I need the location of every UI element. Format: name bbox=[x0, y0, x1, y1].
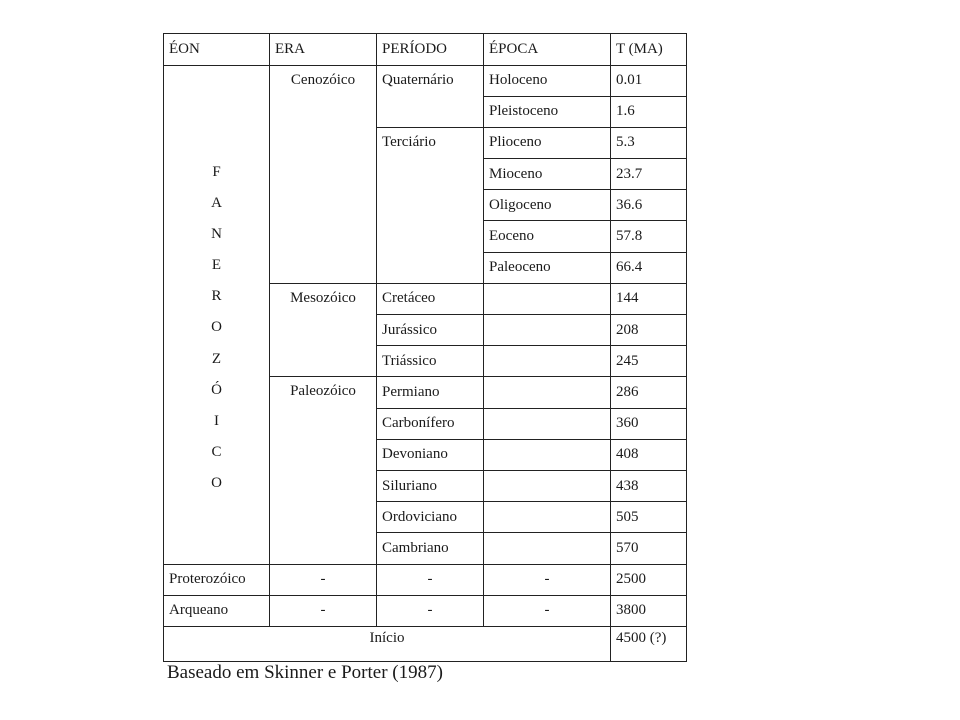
period-devonian: Devoniano bbox=[377, 439, 484, 470]
period-jurassic: Jurássico bbox=[377, 315, 484, 346]
header-period: PERÍODO bbox=[377, 34, 484, 66]
eon-letter: Ó bbox=[211, 381, 222, 398]
era-dash: - bbox=[270, 595, 377, 626]
era-mesozoic: Mesozóico bbox=[270, 283, 377, 377]
time-carboniferous: 360 bbox=[611, 408, 687, 439]
epoch-empty bbox=[484, 533, 611, 564]
epoch-empty bbox=[484, 346, 611, 377]
era-cenozoic: Cenozóico bbox=[270, 65, 377, 283]
time-eocene: 57.8 bbox=[611, 221, 687, 252]
period-silurian: Siluriano bbox=[377, 470, 484, 501]
eon-proterozoic: Proterozóico bbox=[164, 564, 270, 595]
eon-letter: A bbox=[211, 194, 222, 211]
time-oligocene: 36.6 bbox=[611, 190, 687, 221]
epoch-empty bbox=[484, 439, 611, 470]
period-permian: Permiano bbox=[377, 377, 484, 408]
period-cretaceous: Cretáceo bbox=[377, 283, 484, 314]
eon-letter: F bbox=[212, 163, 221, 180]
table-row bbox=[164, 65, 687, 96]
eon-letter: E bbox=[211, 257, 222, 274]
eon-letter: O bbox=[211, 319, 222, 336]
epoch-empty bbox=[484, 470, 611, 501]
period-tertiary: Terciário bbox=[377, 127, 484, 283]
period-dash: - bbox=[377, 595, 484, 626]
geologic-time-table bbox=[163, 33, 687, 662]
eon-archean: Arqueano bbox=[164, 595, 270, 626]
time-ordovician: 505 bbox=[611, 502, 687, 533]
eon-letter: O bbox=[211, 475, 222, 492]
header-era: ERA bbox=[270, 34, 377, 66]
epoch-empty bbox=[484, 283, 611, 314]
epoch-eocene: Eoceno bbox=[484, 221, 611, 252]
table-row bbox=[164, 564, 687, 595]
eon-letter: I bbox=[214, 413, 219, 429]
eon-letter: R bbox=[211, 288, 222, 305]
time-paleocene: 66.4 bbox=[611, 252, 687, 283]
header-eon: ÉON bbox=[164, 34, 270, 66]
time-archean: 3800 bbox=[611, 595, 687, 626]
time-jurassic: 208 bbox=[611, 315, 687, 346]
period-quaternary: Quaternário bbox=[377, 65, 484, 127]
time-devonian: 408 bbox=[611, 439, 687, 470]
eon-letter: Z bbox=[211, 350, 222, 367]
period-triassic: Triássico bbox=[377, 346, 484, 377]
epoch-paleocene: Paleoceno bbox=[484, 252, 611, 283]
time-holocene: 0.01 bbox=[611, 65, 687, 96]
eon-phanerozoic-cell bbox=[164, 65, 270, 564]
epoch-pliocene: Plioceno bbox=[484, 127, 611, 158]
time-proterozoic: 2500 bbox=[611, 564, 687, 595]
time-miocene: 23.7 bbox=[611, 159, 687, 190]
time-pliocene: 5.3 bbox=[611, 127, 687, 158]
time-pleistocene: 1.6 bbox=[611, 96, 687, 127]
time-cretaceous: 144 bbox=[611, 283, 687, 314]
period-cambrian: Cambriano bbox=[377, 533, 484, 564]
epoch-miocene: Mioceno bbox=[484, 159, 611, 190]
source-caption: Baseado em Skinner e Porter (1987) bbox=[167, 662, 443, 683]
start-label: Início bbox=[164, 626, 611, 661]
header-time: T (MA) bbox=[611, 34, 687, 66]
epoch-empty bbox=[484, 315, 611, 346]
time-triassic: 245 bbox=[611, 346, 687, 377]
era-dash: - bbox=[270, 564, 377, 595]
epoch-dash: - bbox=[484, 595, 611, 626]
epoch-pleistocene: Pleistoceno bbox=[484, 96, 611, 127]
epoch-oligocene: Oligoceno bbox=[484, 190, 611, 221]
time-start: 4500 (?) bbox=[611, 626, 687, 661]
epoch-holocene: Holoceno bbox=[484, 65, 611, 96]
period-carboniferous: Carbonífero bbox=[377, 408, 484, 439]
table-row bbox=[164, 626, 687, 661]
epoch-dash: - bbox=[484, 564, 611, 595]
eon-letter: C bbox=[211, 444, 222, 461]
eon-letter: N bbox=[211, 225, 222, 242]
period-ordovician: Ordoviciano bbox=[377, 502, 484, 533]
era-paleozoic: Paleozóico bbox=[270, 377, 377, 564]
table-row bbox=[164, 595, 687, 626]
time-permian: 286 bbox=[611, 377, 687, 408]
header-epoch: ÉPOCA bbox=[484, 34, 611, 66]
epoch-empty bbox=[484, 377, 611, 408]
period-dash: - bbox=[377, 564, 484, 595]
header-row bbox=[164, 34, 687, 66]
time-cambrian: 570 bbox=[611, 533, 687, 564]
time-silurian: 438 bbox=[611, 470, 687, 501]
epoch-empty bbox=[484, 502, 611, 533]
epoch-empty bbox=[484, 408, 611, 439]
